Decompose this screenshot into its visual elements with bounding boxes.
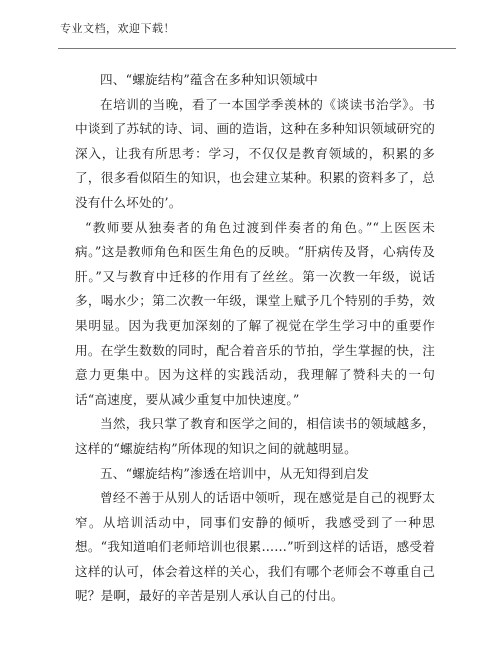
paragraph: 在培训的当晚，看了一本国学季羡林的《谈读书治学》。书中谈到了苏轼的诗、词、画的造诣，这种在多种知识领域研究的深入，让我有所思考：学习，不仅仅是教育领域的，积累的多了，很多看似陌生的知识，也会建立某种。积累的资料多了，总没有什么坏处的’。 bbox=[75, 96, 435, 210]
paragraph: 当然，我只掌了教育和医学之间的，相信读书的领域越多，这样的“螺旋结构”所体现的知识之间的就越明显。 bbox=[75, 416, 435, 456]
paragraph: 曾经不善于从别人的话语中领听，现在感觉是自己的视野太窄。从培训活动中，同事们安静的倾听，我感受到了一种思想。“我知道咱们老师培训也很累……”听到这样的话语，感受着这样的认可，体会着这样的关心，我们有哪个老师会不尊重自己呢？是啊，最好的辛苦是别人承认自己的付出。 bbox=[75, 490, 435, 604]
header-divider bbox=[58, 48, 456, 49]
document-body bbox=[75, 68, 435, 609]
paragraph: “教师要从独奏者的角色过渡到伴奏者的角色。”“上医医未病。”这是教师角色和医生角色的反映。“肝病传及肾，心病传及肝。”又与教育中迁移的作用有了丝丝。第一次教一年级，说话多，喝水少；第二次教一年级，课堂上赋予几个特别的手势，效果明显。因为我更加深刻的了解了视觉在学生学习中的重要作用。在学生数数的同时，配合着音乐的节拍，学生掌握的快，注意力更集中。因为这样的实践活动，我理解了赞科夫的一句话“高速度，要从减少重复中加快速度。” bbox=[75, 219, 435, 407]
section-heading-four: 四、“螺旋结构”蕴含在多种知识领域中 bbox=[100, 72, 318, 87]
section-heading-five: 五、“螺旋结构”渗透在培训中，从无知得到启发 bbox=[100, 465, 370, 481]
page-header: 专业文档，欢迎下载！ bbox=[60, 22, 175, 35]
